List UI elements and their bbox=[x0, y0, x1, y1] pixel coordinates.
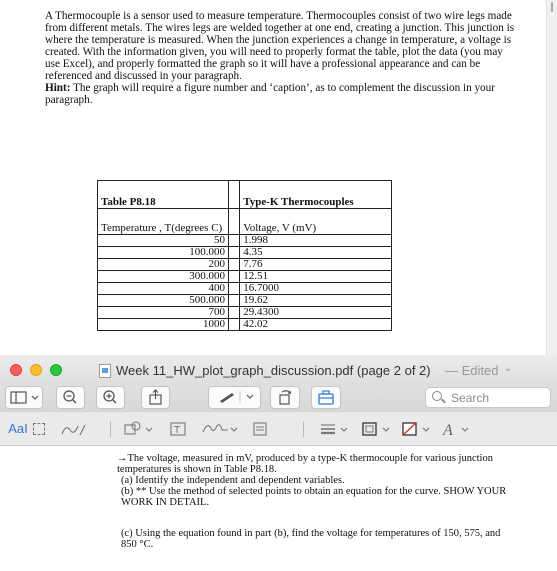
pen-icon bbox=[210, 387, 260, 407]
temp-cell: 100.000 bbox=[98, 247, 229, 259]
text-style-icon[interactable] bbox=[440, 420, 474, 438]
temp-cell: 200 bbox=[98, 259, 229, 271]
close-window-button[interactable] bbox=[10, 364, 22, 376]
volt-cell: 7.76 bbox=[240, 259, 392, 271]
table-row bbox=[98, 283, 392, 295]
volt-cell: 16.7000 bbox=[240, 283, 392, 295]
problem-statement bbox=[45, 10, 515, 106]
zoom-out-icon bbox=[57, 387, 84, 407]
table-row bbox=[98, 247, 392, 259]
text-selection-tool[interactable]: AaI bbox=[8, 421, 28, 436]
separator bbox=[303, 421, 304, 437]
fill-color-icon[interactable] bbox=[400, 420, 434, 438]
temp-cell: 50 bbox=[98, 235, 229, 247]
zoom-in-icon bbox=[97, 387, 124, 407]
line-style-icon[interactable] bbox=[318, 420, 352, 438]
hint-label: Hint: bbox=[45, 82, 71, 94]
thermocouple-table bbox=[97, 180, 392, 331]
temp-cell: 700 bbox=[98, 307, 229, 319]
table-row bbox=[98, 295, 392, 307]
table-row bbox=[98, 319, 392, 331]
problem-text: A Thermocouple is a sensor used to measure temperature. Thermocouples consist of two wire legs made from different metals. The wires legs are welded together at one end, creating a junction. This junction is where the temperature is measured. When the junction experiences a change in temperature, a voltage is created. With the information given, you will need to properly format the table, plot the data (you may use Excel), and properly formatted the graph so it will have a professional appearance and can be referenced and discussed in your paragraph. bbox=[45, 10, 515, 82]
text-tool-icon[interactable] bbox=[168, 420, 190, 438]
markup-pen-button[interactable] bbox=[208, 386, 261, 409]
problem-part-c: (c) Using the equation found in part (b), find the voltage for temperatures of 150, 575, and 850 °C. bbox=[121, 528, 501, 550]
volt-cell: 42.02 bbox=[240, 319, 392, 331]
problem-intro: →The voltage, measured in mV, produced by a type-K thermocouple for various junction temperatures is shown in Table P8.18. bbox=[117, 453, 493, 475]
sketch-tool-icon[interactable] bbox=[58, 420, 88, 438]
temp-cell: 300.000 bbox=[98, 271, 229, 283]
share-icon bbox=[142, 387, 169, 407]
volt-cell: 29.4300 bbox=[240, 307, 392, 319]
table-title: Table P8.18 bbox=[98, 181, 229, 209]
search-field[interactable] bbox=[425, 387, 551, 408]
scrollbar[interactable] bbox=[548, 0, 557, 355]
markup-toolbar bbox=[0, 411, 557, 446]
sidebar-icon bbox=[7, 387, 41, 407]
search-placeholder: Search bbox=[451, 391, 490, 405]
svg-text:A: A bbox=[443, 422, 453, 438]
scrollbar-thumb[interactable] bbox=[551, 2, 553, 12]
table-row bbox=[98, 259, 392, 271]
zoom-in-button[interactable] bbox=[96, 386, 125, 409]
voltage-header: Voltage, V (mV) bbox=[240, 209, 392, 235]
svg-text:T: T bbox=[174, 425, 181, 436]
type-k-header: Type-K Thermocouples bbox=[240, 181, 392, 209]
rectangular-selection-tool[interactable] bbox=[33, 423, 45, 435]
table-row bbox=[98, 235, 392, 247]
temperature-header: Temperature , T(degrees C) bbox=[98, 209, 229, 235]
toolbox-icon bbox=[312, 387, 340, 407]
window-title: Week 11_HW_plot_graph_discussion.pdf (page 2 of 2) bbox=[116, 363, 431, 378]
shapes-tool-icon[interactable] bbox=[122, 420, 156, 438]
table-row bbox=[98, 271, 392, 283]
edited-status[interactable]: — Edited bbox=[445, 363, 499, 378]
table-row bbox=[98, 307, 392, 319]
volt-cell: 1.998 bbox=[240, 235, 392, 247]
border-color-icon[interactable] bbox=[360, 420, 394, 438]
share-button[interactable] bbox=[141, 386, 170, 409]
zoom-window-button[interactable] bbox=[50, 364, 62, 376]
signature-tool-icon[interactable] bbox=[200, 420, 240, 438]
problem-part-a: (a) Identify the independent and dependent variables. bbox=[121, 475, 345, 486]
chevron-down-icon[interactable]: ⌄ bbox=[504, 363, 513, 374]
volt-cell: 19.62 bbox=[240, 295, 392, 307]
zoom-out-button[interactable] bbox=[56, 386, 85, 409]
homework-problem bbox=[117, 453, 507, 550]
volt-cell: 12.51 bbox=[240, 271, 392, 283]
pdf-document-icon[interactable] bbox=[99, 364, 111, 378]
separator bbox=[110, 421, 111, 437]
preview-window bbox=[0, 355, 557, 571]
document-page bbox=[0, 447, 557, 571]
temp-cell: 400 bbox=[98, 283, 229, 295]
search-icon bbox=[432, 391, 442, 401]
temp-cell: 1000 bbox=[98, 319, 229, 331]
sidebar-view-button[interactable] bbox=[5, 386, 43, 409]
note-tool-icon[interactable] bbox=[250, 420, 270, 438]
minimize-window-button[interactable] bbox=[30, 364, 42, 376]
rotate-button[interactable] bbox=[270, 386, 300, 409]
title-bar[interactable] bbox=[0, 355, 557, 385]
toolbox-button[interactable] bbox=[311, 386, 341, 409]
temp-cell: 500.000 bbox=[98, 295, 229, 307]
toolbar bbox=[0, 385, 557, 411]
rotate-icon bbox=[271, 387, 299, 407]
problem-part-b: (b) ** Use the method of selected points to obtain an equation for the curve. SHOW YOUR WORK IN DETAIL. bbox=[121, 486, 507, 508]
hint-text: The graph will require a figure number and ‘caption’, as to complement the discussion in your paragraph. bbox=[45, 82, 495, 106]
volt-cell: 4.35 bbox=[240, 247, 392, 259]
